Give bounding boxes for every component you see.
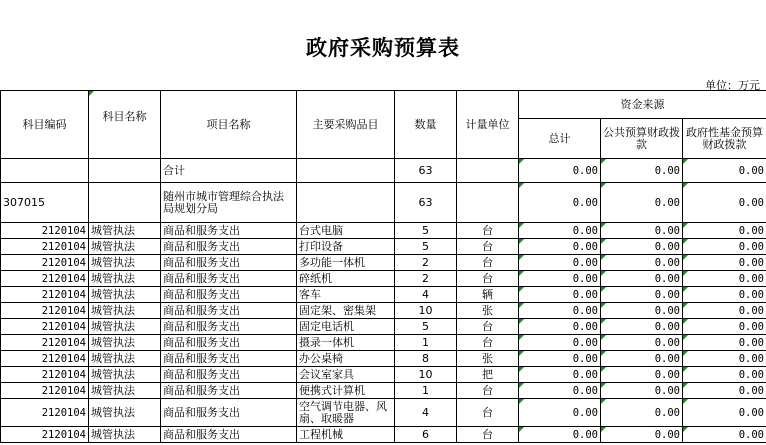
- table-row: [1, 335, 766, 351]
- public-budget-cell: 0.00: [601, 367, 683, 383]
- public-budget-cell: 0.00: [601, 335, 683, 351]
- total-cell: 0.00: [519, 351, 601, 367]
- table-row: [1, 271, 766, 287]
- item-cell: [297, 159, 395, 183]
- item-cell: 碎纸机: [297, 271, 395, 287]
- qty-cell: 1: [395, 335, 457, 351]
- subject-cell: [89, 159, 161, 183]
- gov-fund-cell: 0.00: [683, 335, 766, 351]
- total-cell: 0.00: [519, 255, 601, 271]
- public-budget-cell: 0.00: [601, 319, 683, 335]
- project-cell: 商品和服务支出: [161, 223, 297, 239]
- project-cell: 商品和服务支出: [161, 383, 297, 399]
- table-row: [1, 223, 766, 239]
- header-subject: 科目名称: [89, 91, 161, 159]
- header-gov-fund: 政府性基金预算财政拨款: [683, 119, 766, 159]
- project-cell: 商品和服务支出: [161, 271, 297, 287]
- public-budget-cell: 0.00: [601, 427, 683, 443]
- subject-cell: 城管执法: [89, 255, 161, 271]
- table-row: [1, 159, 766, 183]
- subject-cell: 城管执法: [89, 223, 161, 239]
- item-cell: 打印设备: [297, 239, 395, 255]
- gov-fund-cell: 0.00: [683, 383, 766, 399]
- qty-cell: 1: [395, 383, 457, 399]
- code-cell: 2120104: [1, 287, 89, 303]
- public-budget-cell: 0.00: [601, 287, 683, 303]
- procurement-budget-table: [0, 90, 766, 443]
- project-cell: 商品和服务支出: [161, 335, 297, 351]
- measure-cell: 台: [457, 319, 519, 335]
- measure-cell: 张: [457, 351, 519, 367]
- item-cell: 便携式计算机: [297, 383, 395, 399]
- subject-cell: 城管执法: [89, 399, 161, 427]
- item-cell: 空气调节电器、风扇、取暖器: [297, 399, 395, 427]
- measure-cell: [457, 183, 519, 223]
- subject-cell: 城管执法: [89, 367, 161, 383]
- project-cell: 商品和服务支出: [161, 303, 297, 319]
- subject-cell: [89, 183, 161, 223]
- header-item: 主要采购品目: [297, 91, 395, 159]
- code-cell: 2120104: [1, 271, 89, 287]
- subject-cell: 城管执法: [89, 287, 161, 303]
- public-budget-cell: 0.00: [601, 183, 683, 223]
- code-cell: [1, 159, 89, 183]
- total-cell: 0.00: [519, 367, 601, 383]
- project-cell: 商品和服务支出: [161, 255, 297, 271]
- public-budget-cell: 0.00: [601, 159, 683, 183]
- subject-cell: 城管执法: [89, 351, 161, 367]
- qty-cell: 6: [395, 427, 457, 443]
- item-cell: 多功能一体机: [297, 255, 395, 271]
- table-row: [1, 383, 766, 399]
- measure-cell: 台: [457, 239, 519, 255]
- subject-cell: 城管执法: [89, 239, 161, 255]
- item-cell: [297, 183, 395, 223]
- project-cell: 商品和服务支出: [161, 351, 297, 367]
- item-cell: 固定电话机: [297, 319, 395, 335]
- subject-cell: 城管执法: [89, 427, 161, 443]
- gov-fund-cell: 0.00: [683, 239, 766, 255]
- qty-cell: 2: [395, 271, 457, 287]
- header-funding: 资金来源: [519, 91, 766, 119]
- code-cell: 2120104: [1, 335, 89, 351]
- unit-label: 单位：万元: [705, 79, 760, 92]
- header-total: 总计: [519, 119, 601, 159]
- total-cell: 0.00: [519, 303, 601, 319]
- total-cell: 0.00: [519, 159, 601, 183]
- total-cell: 0.00: [519, 383, 601, 399]
- total-cell: 0.00: [519, 271, 601, 287]
- total-cell: 0.00: [519, 223, 601, 239]
- project-cell: 商品和服务支出: [161, 239, 297, 255]
- gov-fund-cell: 0.00: [683, 223, 766, 239]
- project-cell: 商品和服务支出: [161, 287, 297, 303]
- subject-cell: 城管执法: [89, 271, 161, 287]
- measure-cell: [457, 159, 519, 183]
- subject-cell: 城管执法: [89, 303, 161, 319]
- project-cell: 合计: [161, 159, 297, 183]
- item-cell: 台式电脑: [297, 223, 395, 239]
- project-cell: 商品和服务支出: [161, 367, 297, 383]
- measure-cell: 台: [457, 223, 519, 239]
- qty-cell: 4: [395, 399, 457, 427]
- public-budget-cell: 0.00: [601, 351, 683, 367]
- gov-fund-cell: 0.00: [683, 303, 766, 319]
- qty-cell: 63: [395, 183, 457, 223]
- gov-fund-cell: 0.00: [683, 287, 766, 303]
- total-cell: 0.00: [519, 427, 601, 443]
- qty-cell: 63: [395, 159, 457, 183]
- public-budget-cell: 0.00: [601, 255, 683, 271]
- gov-fund-cell: 0.00: [683, 271, 766, 287]
- public-budget-cell: 0.00: [601, 303, 683, 319]
- header-code: 科目编码: [1, 91, 89, 159]
- code-cell: 2120104: [1, 427, 89, 443]
- project-cell: 商品和服务支出: [161, 319, 297, 335]
- total-cell: 0.00: [519, 239, 601, 255]
- measure-cell: 辆: [457, 287, 519, 303]
- measure-cell: 台: [457, 399, 519, 427]
- table-row: [1, 351, 766, 367]
- code-cell: 2120104: [1, 367, 89, 383]
- item-cell: 摄录一体机: [297, 335, 395, 351]
- page-title: 政府采购预算表: [306, 35, 460, 60]
- code-cell: 2120104: [1, 255, 89, 271]
- code-cell: 2120104: [1, 399, 89, 427]
- public-budget-cell: 0.00: [601, 223, 683, 239]
- measure-cell: 台: [457, 383, 519, 399]
- project-cell: 随州市城市管理综合执法局规划分局: [161, 183, 297, 223]
- measure-cell: 张: [457, 303, 519, 319]
- qty-cell: 4: [395, 287, 457, 303]
- gov-fund-cell: 0.00: [683, 427, 766, 443]
- public-budget-cell: 0.00: [601, 239, 683, 255]
- table-row: [1, 183, 766, 223]
- table-row: [1, 255, 766, 271]
- table-row: [1, 367, 766, 383]
- item-cell: 客车: [297, 287, 395, 303]
- gov-fund-cell: 0.00: [683, 351, 766, 367]
- measure-cell: 把: [457, 367, 519, 383]
- item-cell: 固定架、密集架: [297, 303, 395, 319]
- public-budget-cell: 0.00: [601, 383, 683, 399]
- measure-cell: 台: [457, 335, 519, 351]
- subject-cell: 城管执法: [89, 335, 161, 351]
- qty-cell: 5: [395, 223, 457, 239]
- code-cell: 2120104: [1, 223, 89, 239]
- project-cell: 商品和服务支出: [161, 399, 297, 427]
- measure-cell: 台: [457, 427, 519, 443]
- gov-fund-cell: 0.00: [683, 183, 766, 223]
- total-cell: 0.00: [519, 183, 601, 223]
- code-cell: 2120104: [1, 239, 89, 255]
- qty-cell: 5: [395, 239, 457, 255]
- gov-fund-cell: 0.00: [683, 159, 766, 183]
- table-row: [1, 287, 766, 303]
- header-measure: 计量单位: [457, 91, 519, 159]
- qty-cell: 10: [395, 303, 457, 319]
- code-cell: 2120104: [1, 383, 89, 399]
- subject-cell: 城管执法: [89, 383, 161, 399]
- header-qty: 数量: [395, 91, 457, 159]
- gov-fund-cell: 0.00: [683, 367, 766, 383]
- qty-cell: 5: [395, 319, 457, 335]
- code-cell: 2120104: [1, 319, 89, 335]
- table-row: [1, 239, 766, 255]
- subject-cell: 城管执法: [89, 319, 161, 335]
- qty-cell: 10: [395, 367, 457, 383]
- gov-fund-cell: 0.00: [683, 319, 766, 335]
- header-project: 项目名称: [161, 91, 297, 159]
- qty-cell: 2: [395, 255, 457, 271]
- gov-fund-cell: 0.00: [683, 399, 766, 427]
- project-cell: 商品和服务支出: [161, 427, 297, 443]
- item-cell: 会议室家具: [297, 367, 395, 383]
- total-cell: 0.00: [519, 287, 601, 303]
- public-budget-cell: 0.00: [601, 271, 683, 287]
- table-row: [1, 427, 766, 443]
- public-budget-cell: 0.00: [601, 399, 683, 427]
- gov-fund-cell: 0.00: [683, 255, 766, 271]
- table-row: [1, 303, 766, 319]
- header-public-budget: 公共预算财政拨款: [601, 119, 683, 159]
- table-row: [1, 399, 766, 427]
- item-cell: 办公桌椅: [297, 351, 395, 367]
- total-cell: 0.00: [519, 399, 601, 427]
- total-cell: 0.00: [519, 335, 601, 351]
- measure-cell: 台: [457, 271, 519, 287]
- qty-cell: 8: [395, 351, 457, 367]
- total-cell: 0.00: [519, 319, 601, 335]
- code-cell: 2120104: [1, 303, 89, 319]
- item-cell: 工程机械: [297, 427, 395, 443]
- measure-cell: 台: [457, 255, 519, 271]
- table-row: [1, 319, 766, 335]
- code-cell: 307015: [1, 183, 89, 223]
- code-cell: 2120104: [1, 351, 89, 367]
